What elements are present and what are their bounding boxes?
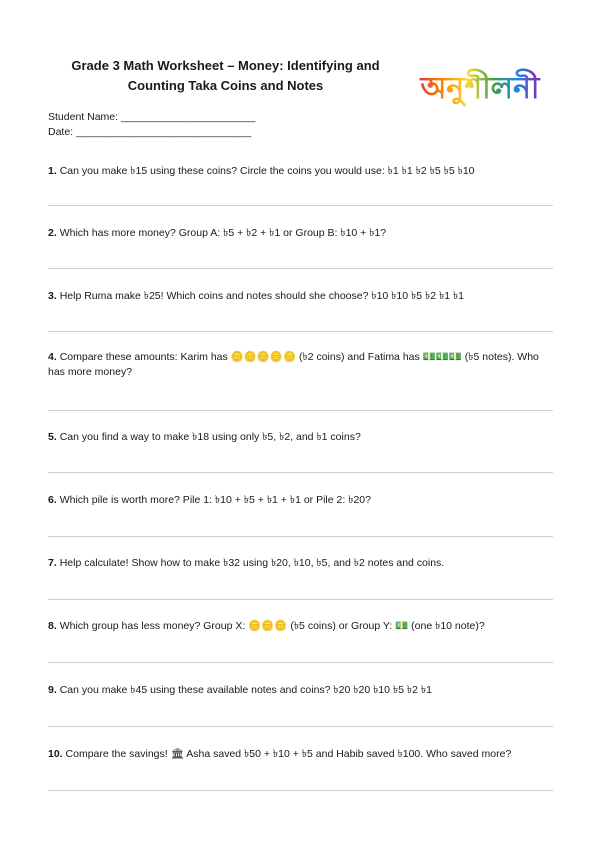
question-number: 3. bbox=[48, 290, 57, 302]
answer-line-10 bbox=[48, 790, 553, 791]
question-2 bbox=[48, 226, 556, 241]
question-text: Compare the savings! 🏛 Asha saved ৳50 + ৳10 + ৳5 and Habib saved ৳100. Who saved more? bbox=[65, 748, 512, 760]
question-text: Can you make ৳45 using these available notes and coins? ৳20 ৳20 ৳10 ৳5 ৳2 ৳1 bbox=[59, 684, 432, 696]
question-8 bbox=[48, 619, 556, 634]
answer-line-6 bbox=[48, 536, 553, 537]
date-field: Date: ______________________________ bbox=[48, 126, 252, 138]
answer-line-8 bbox=[48, 662, 553, 663]
student-name-field: Student Name: _______________________ bbox=[48, 111, 256, 123]
question-number: 4. bbox=[48, 351, 57, 363]
question-6 bbox=[48, 493, 556, 508]
title-line-1: Grade 3 Math Worksheet – Money: Identifying and bbox=[71, 58, 380, 73]
question-number: 10. bbox=[48, 748, 63, 760]
answer-line-2 bbox=[48, 268, 553, 269]
question-number: 1. bbox=[48, 165, 57, 177]
answer-line-9 bbox=[48, 726, 553, 727]
question-text: Compare these amounts: Karim has 🪙🪙🪙🪙🪙 (৳2 coins) and Fatima has 💵💵💵 (৳5 notes). Who has more money? bbox=[48, 351, 539, 378]
question-text: Which has more money? Group A: ৳5 + ৳2 + ৳1 or Group B: ৳10 + ৳1? bbox=[59, 227, 387, 239]
worksheet-title bbox=[48, 56, 403, 96]
question-text: Can you make ৳15 using these coins? Circle the coins you would use: ৳1 ৳1 ৳2 ৳5 ৳5 ৳10 bbox=[59, 165, 475, 177]
question-1 bbox=[48, 164, 556, 179]
question-text: Which pile is worth more? Pile 1: ৳10 + ৳5 + ৳1 + ৳1 or Pile 2: ৳20? bbox=[59, 494, 371, 506]
question-number: 5. bbox=[48, 431, 57, 443]
question-number: 2. bbox=[48, 227, 57, 239]
title-line-2: Counting Taka Coins and Notes bbox=[127, 78, 324, 93]
logo-text: অনুশীলনী bbox=[420, 71, 540, 106]
answer-line-5 bbox=[48, 472, 553, 473]
anushiloni-logo bbox=[400, 58, 560, 112]
question-number: 6. bbox=[48, 494, 57, 506]
answer-line-1 bbox=[48, 205, 553, 206]
question-10 bbox=[48, 747, 556, 762]
question-number: 7. bbox=[48, 557, 57, 569]
question-text: Can you find a way to make ৳18 using only ৳5, ৳2, and ৳1 coins? bbox=[59, 431, 361, 443]
question-5 bbox=[48, 430, 556, 445]
question-9 bbox=[48, 683, 556, 698]
question-number: 9. bbox=[48, 684, 57, 696]
question-text: Which group has less money? Group X: 🪙🪙🪙 (৳5 coins) or Group Y: 💵 (one ৳10 note)? bbox=[59, 620, 485, 632]
answer-line-4 bbox=[48, 410, 553, 411]
question-7 bbox=[48, 556, 556, 571]
question-number: 8. bbox=[48, 620, 57, 632]
question-4 bbox=[48, 350, 556, 380]
question-text: Help calculate! Show how to make ৳32 using ৳20, ৳10, ৳5, and ৳2 notes and coins. bbox=[59, 557, 445, 569]
answer-line-3 bbox=[48, 331, 553, 332]
answer-line-7 bbox=[48, 599, 553, 600]
question-3 bbox=[48, 289, 556, 304]
question-text: Help Ruma make ৳25! Which coins and notes should she choose? ৳10 ৳10 ৳5 ৳2 ৳1 ৳1 bbox=[59, 290, 465, 302]
